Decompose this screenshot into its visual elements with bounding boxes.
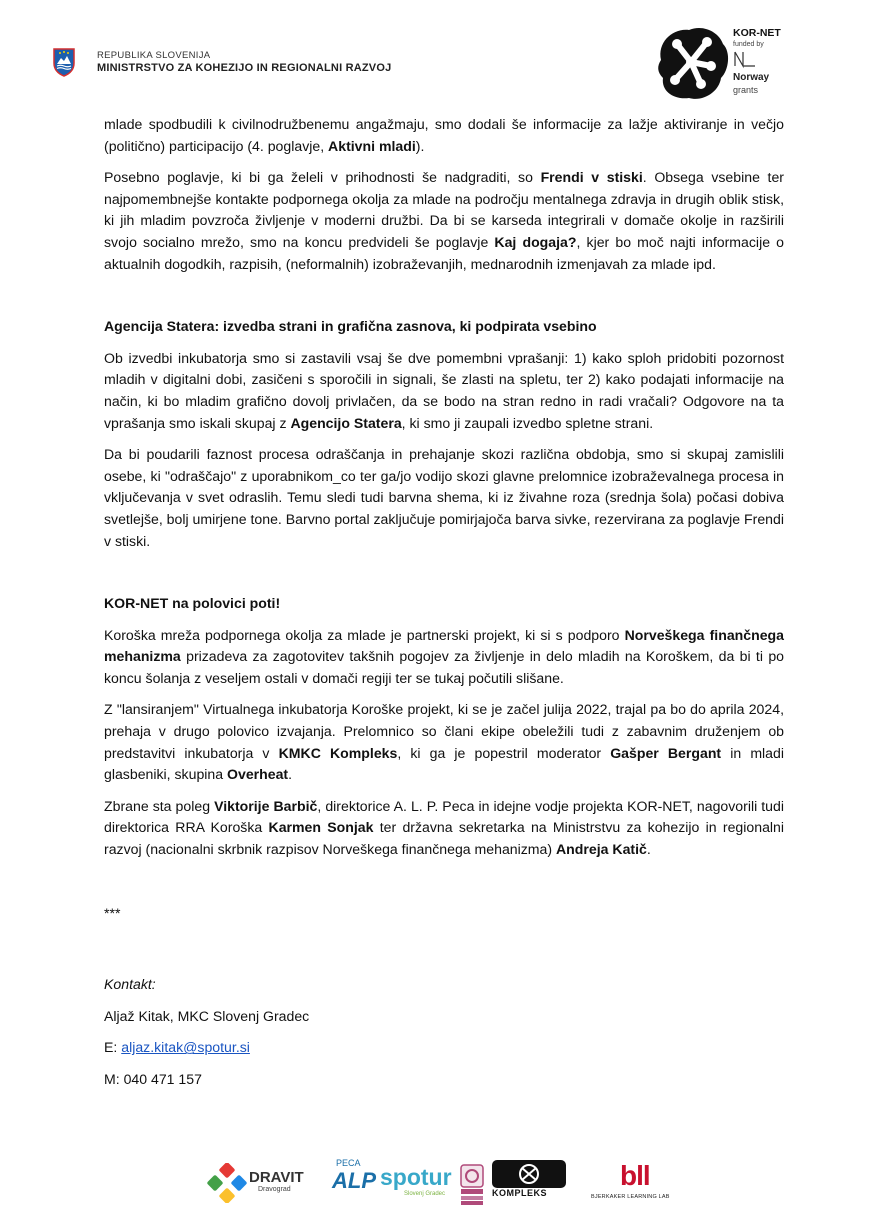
gasper-bergant: Gašper Bergant <box>610 744 722 761</box>
spotur-sub: Slovenj Gradec <box>404 1191 446 1197</box>
gov-line-1: REPUBLIKA SLOVENIJA <box>97 50 211 61</box>
contact-email-link[interactable]: aljaz.kitak@spotur.si <box>121 1039 250 1056</box>
kaj-dogaja: Kaj dogaja? <box>494 233 577 250</box>
contact-phone: M: 040 471 157 <box>104 1071 202 1087</box>
page-header <box>0 0 885 110</box>
contact-email-line: E: aljaz.kitak@spotur.si <box>104 1039 250 1056</box>
viktorije-barbic: Viktorije Barbič <box>214 797 318 814</box>
paragraph-3: Ob izvedbi inkubatorja smo si zastavili vsaj še dve pomembni vprašanji: 1) kako sploh pridobiti pozornost mladih v digitalni dobi, zasičeni s sporočili in signali, še zlasti na spletu, ter 2) kako podajati informacije na način, ki bo mladim grafično dovolj privlačen, da se bodo na stran redno in radi vračali? Odgovore na ta vprašanja smo iskali skupaj z Agencijo Statera, ki smo ji zaupali izvedbo spletne strani. <box>104 349 784 431</box>
spotur-logo-text: spotur <box>380 1164 452 1190</box>
dravit-logo-icon <box>207 1163 247 1203</box>
paragraph-6: Z "lansiranjem" Virtualnega inkubatorja Koroške projekt, ki se je začel julija 2022, trajal pa bo do aprila 2024, prehaja v drugo polovico izvajanja. Prelomnico so člani ekipe obeležili tudi z zabavnim druženjem ob predstavitvi inkubatorja v KMKC Kompleks, ki ga je popestril moderator Gašper Bergant in mladi glasbeniki, skupina Overheat. <box>104 701 784 783</box>
kornet-funded-by: funded by <box>733 41 764 48</box>
agencijo-statera: Agencijo Statera <box>290 414 402 431</box>
paragraph-5: Koroška mreža podpornega okolja za mlade je partnerski projekt, ki si s podporo Norveškega finančnega mehanizma prizadeva za zagotovitev takšnih pogojev za življenje in delo mladih na Koroškem, da bi ti po koncu šolanja z veseljem ostali v domači regiji ter se tukaj počutili slišane. <box>104 626 784 686</box>
paragraph-4: Da bi poudarili faznost procesa odraščanja in prehajanje skozi različna obdobja, smo si skupaj zamislili osebe, ki "odraščajo" z uporabnikom_co ter ga/jo vodijo skozi glavne prelomnice izobraževalnega procesa in vključevanja v svet odraslih. Temu sledi tudi barvna shema, ki iz živahne roza (srednja šola) počasi dobiva svetlejše, bolj umirjene tone. Barvno portal zaključuje pomirjajoča barva sivke, rezervirana za poglavje Frendi v stiski. <box>104 446 784 549</box>
aktivni-mladi: Aktivni mladi <box>328 137 416 154</box>
paragraph-1: mlade spodbudili k civilnodružbenemu angažmaju, smo dodali še informacije za lažje aktiviranje in večjo (politično) participacijo (4. poglavje, Aktivni mladi). <box>104 116 784 154</box>
frendi-v-stiski: Frendi v stiski <box>540 169 643 186</box>
overheat: Overheat <box>227 766 289 783</box>
alp-peca-label: PECA <box>336 1158 361 1168</box>
andreja-katic: Andreja Katič <box>556 841 647 858</box>
partner-logos-footer <box>0 1150 885 1210</box>
gov-line-2: MINISTRSTVO ZA KOHEZIJO IN REGIONALNI RAZVOJ <box>97 62 392 74</box>
paragraph-2: Posebno poglavje, ki bi ga želeli v prihodnosti še nadgraditi, so Frendi v stiski. Obsega vsebine ter najpomembnejše kontakte podpornega okolja za mlade na področju mentalnega zdravja in drugih oblik stisk, ki jih mladim povzroča življenje v moderni družbi. Da bi se karseda integrirali v domače okolje in razširili svojo socialno mrežo, smo na koncu predvideli še poglavje Kaj dogaja?, kjer bo moč najti informacije o aktualnih dogodkih, razpisih, (neformalnih) izobraževanjih, mednarodnih izmenjavah za mlade ipd. <box>104 169 784 272</box>
kompleks-logo-text: KOMPLEKS <box>492 1188 548 1198</box>
contact-label: Kontakt: <box>104 976 156 993</box>
kornet-norway: Norway <box>733 72 770 83</box>
dravit-name: DRAVIT <box>249 1169 304 1186</box>
paragraph-7: Zbrane sta poleg Viktorije Barbič, direktorice A. L. P. Peca in idejne vodje projekta KOR-NET, nagovorili tudi direktorica RRA Koroška Karmen Sonjak ter državna sekretarka na Ministrstvu za kohezijo in regionalni razvoj (nacionalni skrbnik razpisov Norveškega finančnega mehanizma) Andreja Katič. <box>104 797 785 858</box>
document-body <box>104 114 784 1101</box>
separator-stars: *** <box>104 904 121 921</box>
heading-statera: Agencija Statera: izvedba strani in grafična zasnova, ki podpirata vsebino <box>104 318 597 335</box>
slovenia-coat-of-arms-icon <box>52 47 76 77</box>
karmen-sonjak: Karmen Sonjak <box>268 819 374 836</box>
dravit-sub: Dravograd <box>258 1186 291 1193</box>
bll-logo-text: bll <box>620 1160 650 1191</box>
contact-person: Aljaž Kitak, MKC Slovenj Gradec <box>104 1007 310 1024</box>
kornet-title: KOR-NET <box>733 27 781 39</box>
heading-kornet: KOR-NET na polovici poti! <box>104 595 281 612</box>
partner-emblem-icon <box>460 1164 484 1206</box>
alp-logo-text: ALP <box>332 1168 376 1193</box>
kompleks-logo-icon <box>492 1160 566 1188</box>
norveskega-mehanizma: Norveškega finančnega mehanizma <box>104 626 784 665</box>
kmkc-kompleks: KMKC Kompleks <box>278 744 398 761</box>
kornet-grants: grants <box>733 85 759 95</box>
bll-sub: BJERKAKER LEARNING LAB <box>591 1194 670 1200</box>
contact-block <box>104 974 784 1090</box>
